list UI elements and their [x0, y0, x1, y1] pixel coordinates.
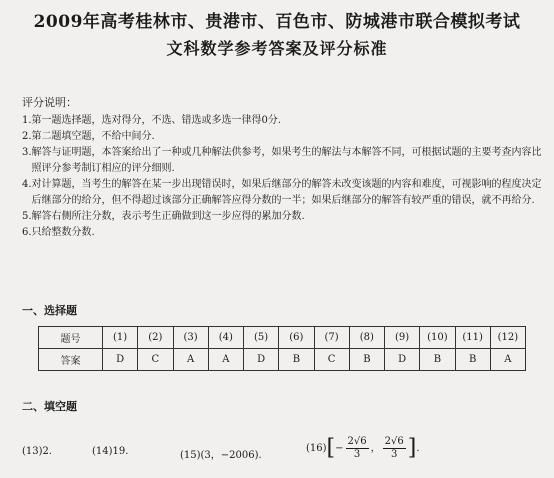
- note-item: [22, 113, 550, 129]
- note-item: [22, 209, 550, 225]
- question-number: (12): [490, 327, 525, 349]
- question-number: (3): [173, 327, 208, 349]
- question-number: (9): [385, 327, 420, 349]
- left-bracket-icon: [: [326, 435, 336, 461]
- answer-cell: D: [244, 349, 279, 371]
- answer-cell: D: [103, 349, 138, 371]
- choice-answer-table: [38, 326, 526, 371]
- answer-13: (13)2.: [22, 446, 53, 457]
- note-number: 3.: [22, 147, 32, 158]
- fraction: [346, 436, 369, 461]
- note-number: 5.: [22, 211, 32, 222]
- note-item: [22, 145, 550, 177]
- answer-16-prefix: (16): [306, 443, 327, 454]
- answer-cell: D: [385, 349, 420, 371]
- question-number: (5): [244, 327, 279, 349]
- note-text: 第二题填空题，不给中间分.: [31, 131, 155, 142]
- answer-cell: B: [279, 349, 314, 371]
- note-item: [22, 129, 550, 145]
- fraction-denominator: 3: [353, 449, 361, 460]
- note-text: 解答右侧所注分数，表示考生正确做到这一步应得的累加分数.: [31, 211, 305, 222]
- answer-cell: B: [349, 349, 384, 371]
- fraction-numerator: 2√6: [347, 436, 367, 447]
- answer-row: [39, 349, 526, 371]
- right-bracket-icon: ]: [407, 435, 417, 461]
- answer-14: (14)19.: [92, 446, 129, 457]
- answer-16-comma: ，: [370, 443, 381, 454]
- answer-16: [306, 436, 420, 461]
- question-number: (11): [455, 327, 490, 349]
- document-title: 2009年高考桂林市、贵港市、百色市、防城港市联合模拟考试: [33, 12, 521, 32]
- note-number: 1.: [22, 115, 32, 126]
- note-text: 解答与证明题，本答案给出了一种或几种解法供参考，如果考生的解法与本解答不同，可根据试题的主要考查内容比照评分参考制订相应的评分细则.: [31, 147, 542, 174]
- section-choice-heading: 一、选择题: [22, 304, 77, 317]
- scoring-notes-heading: 评分说明：: [22, 96, 77, 109]
- fraction: [383, 436, 406, 461]
- note-item: [22, 177, 550, 209]
- answer-16-minus: −: [335, 443, 344, 454]
- document-subtitle: 文科数学参考答案及评分标准: [166, 39, 388, 58]
- answer-15: (15)(3，−2006).: [180, 450, 262, 461]
- row-label-answer: 答案: [39, 349, 103, 371]
- fill-in-answers: [22, 432, 542, 468]
- question-number: (10): [420, 327, 455, 349]
- note-number: 4.: [22, 179, 32, 190]
- scoring-notes: [22, 113, 550, 241]
- row-label-question: 题号: [39, 327, 103, 349]
- question-number: (2): [138, 327, 173, 349]
- section-fill-heading: 二、填空题: [22, 400, 77, 413]
- answer-cell: C: [138, 349, 173, 371]
- note-text: 第一题选择题，选对得分，不选、错选或多选一律得0分.: [31, 115, 282, 126]
- question-number: (6): [279, 327, 314, 349]
- note-item: [22, 225, 550, 241]
- note-number: 6.: [22, 227, 32, 238]
- note-text: 对计算题，当考生的解答在某一步出现错误时，如果后继部分的解答未改变该题的内容和难度，可视影响的程度决定后继部分的给分，但不得超过该部分正确解答应得分数的一半；如果后继部分的解答有较严重的错误，就不再给分.: [31, 179, 542, 206]
- question-number: (8): [349, 327, 384, 349]
- answer-cell: C: [314, 349, 349, 371]
- fraction-numerator: 2√6: [384, 436, 404, 447]
- note-number: 2.: [22, 131, 32, 142]
- fraction-denominator: 3: [390, 449, 398, 460]
- question-number: (1): [103, 327, 138, 349]
- answer-cell: A: [173, 349, 208, 371]
- answer-cell: B: [455, 349, 490, 371]
- answer-16-suffix: .: [416, 443, 420, 454]
- answer-cell: A: [208, 349, 243, 371]
- question-number: (7): [314, 327, 349, 349]
- answer-cell: A: [490, 349, 525, 371]
- note-text: 只给整数分数.: [31, 227, 95, 238]
- answer-cell: B: [420, 349, 455, 371]
- question-number: (4): [208, 327, 243, 349]
- question-number-row: [39, 327, 526, 349]
